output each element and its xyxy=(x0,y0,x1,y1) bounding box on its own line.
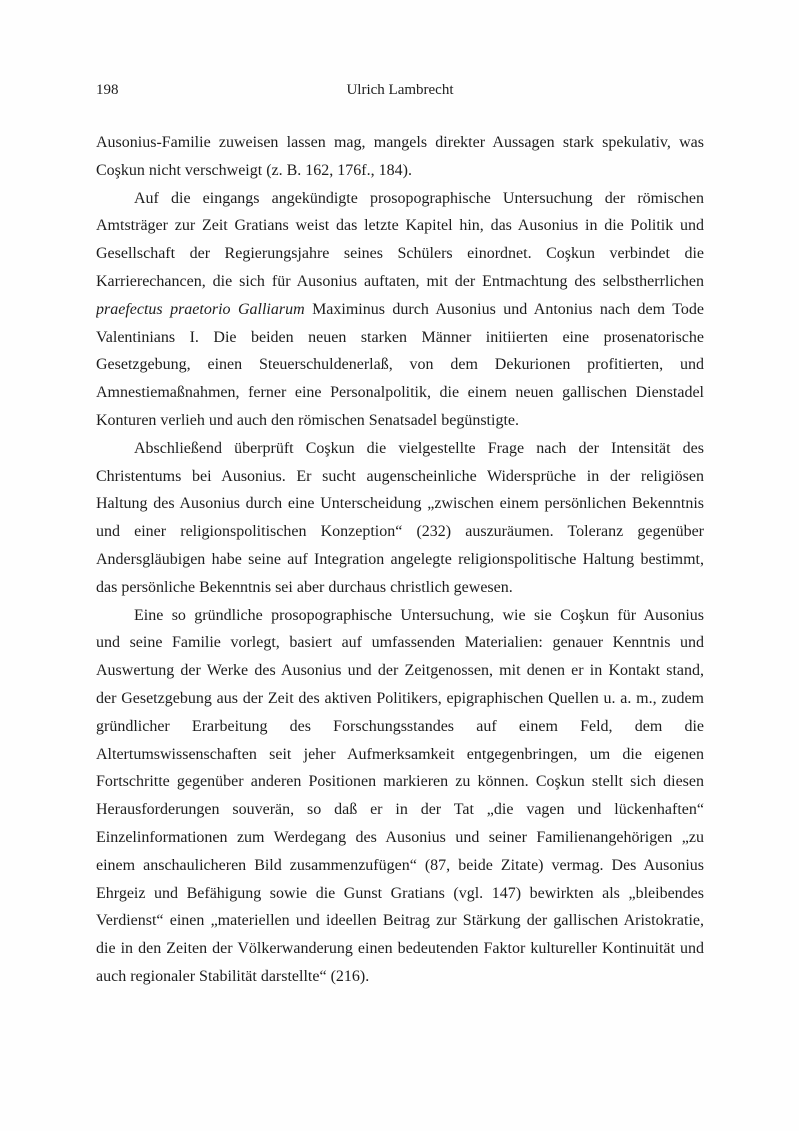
text-segment: Coşkun nicht verschweigt (z. B. 162, 176f., 184). xyxy=(96,161,412,179)
text-segment: Andersgläubigen habe seine auf Integration angelegte religionspolitische Haltung bestimmt, xyxy=(96,550,704,568)
text-segment: der Gesetzgebung aus der Zeit des aktiven Politikers, epigraphischen Quellen u. a. m., zudem xyxy=(96,689,704,707)
text-line xyxy=(96,268,704,296)
text-segment: Karrierechancen, die sich für Ausonius auftaten, mit der Entmachtung des selbstherrlichen xyxy=(96,272,704,290)
text-segment: Herausforderungen souverän, so daß er in der Tat „die vagen und lückenhaften“ xyxy=(96,801,704,819)
page-body xyxy=(96,129,704,991)
text-segment: Verdienst“ einen „materiellen und ideellen Beitrag zur Stärkung der gallischen Aristokratie, xyxy=(96,912,704,930)
text-segment: Abschließend überprüft Coşkun die vielgestellte Frage nach der Intensität des xyxy=(134,439,704,457)
text-segment: Christentums bei Ausonius. Er sucht augenscheinliche Widersprüche in der religiösen xyxy=(96,467,704,485)
text-segment: Fortschritte gegenüber anderen Positionen markieren zu können. Coşkun stellt sich diesen xyxy=(96,773,704,791)
text-line xyxy=(96,212,704,240)
text-line xyxy=(96,546,704,574)
text-line xyxy=(96,490,704,518)
text-line xyxy=(96,296,704,324)
paragraph xyxy=(96,602,704,991)
text-segment: Valentinians I. Die beiden neuen starken Männer initiierten eine prosenatorische xyxy=(96,328,704,346)
text-segment: Ausonius-Familie zuweisen lassen mag, mangels direkter Aussagen stark spekulativ, was xyxy=(96,134,704,151)
text-segment: Auf die eingangs angekündigte prosopographische Untersuchung der römischen xyxy=(134,189,704,207)
text-line xyxy=(96,824,704,852)
text-line xyxy=(96,518,704,546)
text-segment: Amnestiemaßnahmen, ferner eine Personalpolitik, die einem neuen gallischen Dienstadel xyxy=(96,384,704,402)
text-segment: Konturen verlieh und auch den römischen Senatsadel begünstigte. xyxy=(96,411,519,429)
text-line xyxy=(96,741,704,769)
text-segment: und einer religionspolitischen Konzeption“ (232) auszuräumen. Toleranz gegenüber xyxy=(96,523,704,541)
paragraph xyxy=(96,129,704,185)
text-segment: und seine Familie vorlegt, basiert auf umfassenden Materialien: genauer Kenntnis und xyxy=(96,634,704,652)
text-line xyxy=(96,157,704,185)
text-segment: Gesellschaft der Regierungsjahre seines Schülers einordnet. Coşkun verbindet die xyxy=(96,245,704,263)
text-segment: Einzelinformationen zum Werdegang des Ausonius und seiner Familienangehörigen „zu xyxy=(96,828,704,846)
text-line xyxy=(96,240,704,268)
running-header xyxy=(96,80,704,102)
latin-phrase-italic: praefectus praetorio Galliarum xyxy=(96,300,305,318)
text-line xyxy=(96,435,704,463)
text-segment: Altertumswissenschaften seit jeher Aufmerksamkeit entgegenbringen, um die eigenen xyxy=(96,745,704,763)
text-line xyxy=(96,407,704,435)
text-line xyxy=(96,852,704,880)
text-line xyxy=(96,796,704,824)
running-title: Ulrich Lambrecht xyxy=(346,82,454,98)
page-number: 198 xyxy=(96,82,119,98)
text-segment: Amtsträger zur Zeit Gratians weist das letzte Kapitel hin, das Ausonius in die Politik und xyxy=(96,217,704,235)
text-line xyxy=(96,379,704,407)
text-line xyxy=(96,324,704,352)
text-segment: Gesetzgebung, einen Steuerschuldenerlaß, von dem Dekurionen profitierten, und xyxy=(96,356,704,374)
text-line xyxy=(96,463,704,491)
text-line xyxy=(96,907,704,935)
text-line xyxy=(96,713,704,741)
text-segment: Maximinus durch Ausonius und Antonius nach dem Tode xyxy=(304,300,704,318)
text-segment: die in den Zeiten der Völkerwanderung einen bedeutenden Faktor kultureller Kontinuität und xyxy=(96,940,704,958)
paragraph xyxy=(96,185,704,435)
text-line xyxy=(96,935,704,963)
text-segment: einem anschaulicheren Bild zusammenzufügen“ (87, beide Zitate) vermag. Des Ausonius xyxy=(96,856,704,874)
text-line xyxy=(96,768,704,796)
text-segment: Haltung des Ausonius durch eine Unterscheidung „zwischen einem persönlichen Bekenntnis xyxy=(96,495,704,513)
text-line xyxy=(96,602,704,630)
text-line xyxy=(96,129,704,157)
paragraph xyxy=(96,435,704,602)
text-segment: Ehrgeiz und Befähigung sowie die Gunst Gratians (vgl. 147) bewirkten als „bleibendes xyxy=(96,884,704,902)
text-line xyxy=(96,629,704,657)
text-segment: das persönliche Bekenntnis sei aber durchaus christlich gewesen. xyxy=(96,578,513,596)
text-line xyxy=(96,574,704,602)
text-line xyxy=(96,963,704,991)
text-segment: auch regionaler Stabilität darstellte“ (216). xyxy=(96,967,370,985)
text-line xyxy=(96,685,704,713)
text-segment: Eine so gründliche prosopographische Untersuchung, wie sie Coşkun für Ausonius xyxy=(134,606,704,624)
text-segment: gründlicher Erarbeitung des Forschungsstandes auf einem Feld, dem die xyxy=(96,717,704,735)
text-segment: Auswertung der Werke des Ausonius und der Zeitgenossen, mit denen er in Kontakt stand, xyxy=(96,662,704,680)
text-line xyxy=(96,657,704,685)
text-line xyxy=(96,880,704,908)
text-line xyxy=(96,185,704,213)
text-line xyxy=(96,351,704,379)
